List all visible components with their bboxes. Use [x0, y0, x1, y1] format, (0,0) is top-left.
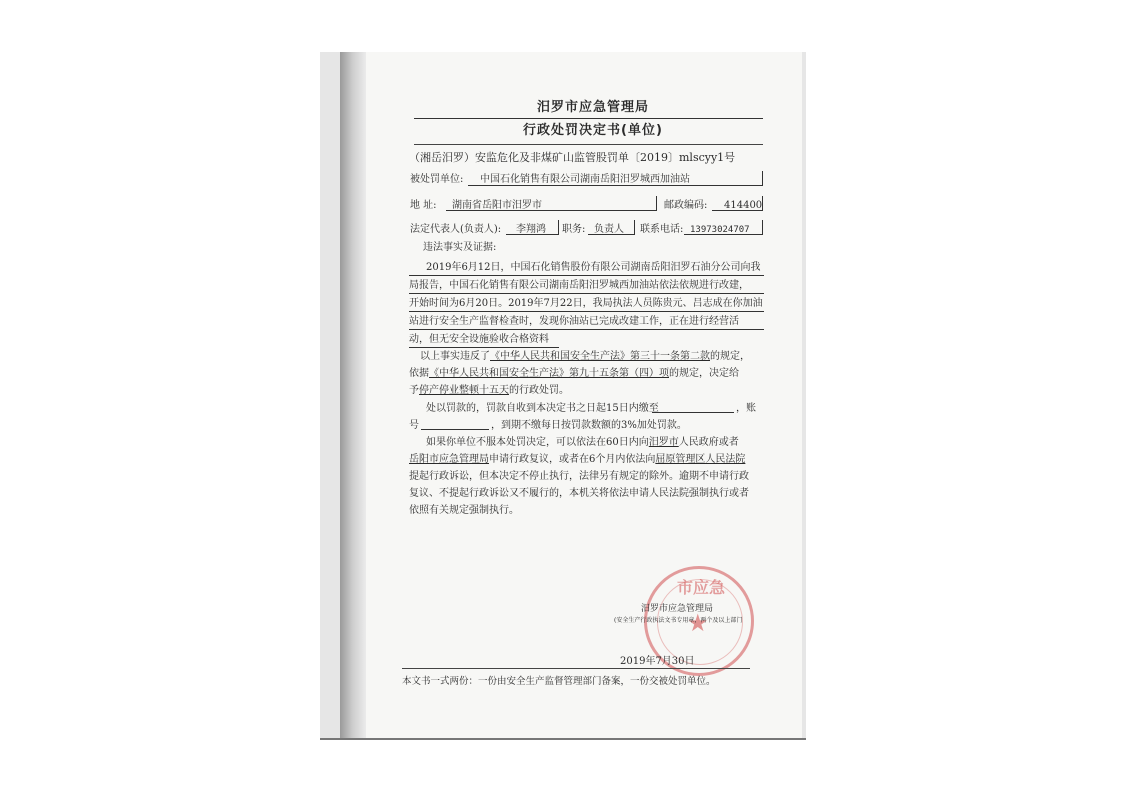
- punished-unit-value: 中国石化销售有限公司湖南岳阳汨罗城西加油站: [480, 174, 690, 185]
- legal-rep-value: 李翔鸿: [516, 224, 546, 235]
- appeal-line-1: 如果你单位不服本处罚决定，可以依法在60日内向: [426, 437, 649, 448]
- facts-line-4: 站进行安全生产监督检查时，发现你油站已完成改建工作，正在进行经营活: [409, 316, 739, 327]
- facts-underline-4: [409, 329, 764, 330]
- punished-unit-label: 被处罚单位:: [410, 174, 464, 185]
- fine-line-1-end: ，账: [736, 403, 756, 414]
- basis-prefix: 依据: [409, 368, 429, 379]
- scan-bottom-edge: [320, 738, 806, 740]
- agency-title: 汨罗市应急管理局: [537, 100, 650, 115]
- facts-line-2: 局报告，中国石化销售有限公司湖南岳阳汨罗城西加油站依法依规进行改建，: [409, 280, 749, 291]
- facts-line-3: 开始时间为6月20日。2019年7月22日，我局执法人员陈贵元、吕志成在你加油: [409, 298, 763, 309]
- appeal-line-5: 依照有关规定强制执行。: [409, 505, 519, 516]
- footer-rule: [402, 668, 750, 669]
- seal-star-icon: ★: [687, 609, 709, 637]
- document-type-title: 行政处罚决定书(单位): [523, 123, 663, 138]
- fine-account-blank: [421, 429, 489, 430]
- postcode-value: 414400: [724, 200, 763, 211]
- facts-underline-1: [409, 275, 764, 276]
- facts-line-5: 动，但无安全设施验收合格资料: [409, 334, 549, 345]
- phone-value: 13973024707: [690, 225, 750, 235]
- violation-law: 《中华人民共和国安全生产法》第三十一条第二款: [490, 351, 710, 362]
- scan-binding-shadow: [340, 52, 368, 740]
- header-rule-bottom: [414, 144, 763, 145]
- appeal-court: 屈原管理区人民法院: [655, 454, 746, 465]
- fine-account-label: 号: [409, 420, 419, 431]
- facts-heading: 违法事实及证据:: [423, 242, 497, 253]
- facts-line-1: 2019年6月12日，中国石化销售股份有限公司湖南岳阳汨罗石油分公司向我: [426, 262, 761, 273]
- legal-rep-label: 法定代表人(负责人):: [410, 224, 502, 235]
- signature-agency: 汨罗市应急管理局: [641, 604, 714, 614]
- seal-lettering: 市应急: [677, 578, 726, 597]
- violation-suffix: 的规定，: [710, 351, 750, 362]
- penalty-suffix: 的行政处罚。: [509, 385, 569, 396]
- basis-law: 《中华人民共和国安全生产法》第九十五条第（四）项: [429, 368, 669, 379]
- facts-underline-2: [409, 293, 764, 294]
- appeal-government: 汨罗市: [648, 437, 679, 448]
- facts-underline-5: [409, 347, 559, 348]
- address-label: 地 址:: [410, 200, 437, 211]
- signature-note: (安全生产行政执法文书专用章，两个及以上部门: [614, 617, 743, 624]
- penalty-prefix: 予: [409, 385, 419, 396]
- appeal-department: 岳阳市应急管理局: [409, 454, 489, 465]
- appeal-line-1-end: 人民政府或者: [678, 437, 739, 448]
- facts-underline-3: [409, 311, 764, 312]
- fine-bank-blank: [652, 412, 734, 413]
- penalty-value: 停产停业整顿十五天: [419, 385, 509, 396]
- appeal-line-3: 提起行政诉讼，但本决定不停止执行，法律另有规定的除外。逾期不申请行政: [409, 471, 749, 482]
- phone-label: 联系电话:: [640, 224, 684, 235]
- address-value: 湖南省岳阳市汨罗市: [452, 200, 542, 211]
- fine-line-2: ，到期不缴每日按罚款数额的3%加处罚款。: [491, 420, 687, 431]
- violation-prefix: 以上事实违反了: [420, 351, 490, 362]
- header-rule-top: [414, 118, 763, 119]
- fine-line-1: 处以罚款的，罚款自收到本决定书之日起15日内缴至: [426, 403, 659, 414]
- appeal-line-2: 申请行政复议，或者在6个月内依法向: [489, 454, 656, 465]
- position-value: 负责人: [594, 224, 624, 235]
- basis-suffix: 的规定，决定给: [669, 368, 739, 379]
- appeal-line-4: 复议、不提起行政诉讼又不履行的，本机关将依法申请人民法院强制执行或者: [409, 488, 749, 499]
- footer-note: 本文书一式两份：一份由安全生产监督管理部门备案，一份交被处罚单位。: [402, 676, 716, 687]
- signature-date: 2019年7月30日: [620, 656, 695, 667]
- postcode-label: 邮政编码:: [664, 200, 708, 211]
- position-label: 职务:: [562, 224, 586, 235]
- document-number: （湘岳汨罗）安监危化及非煤矿山监管股罚单〔2019〕mlscyy1号: [409, 151, 736, 164]
